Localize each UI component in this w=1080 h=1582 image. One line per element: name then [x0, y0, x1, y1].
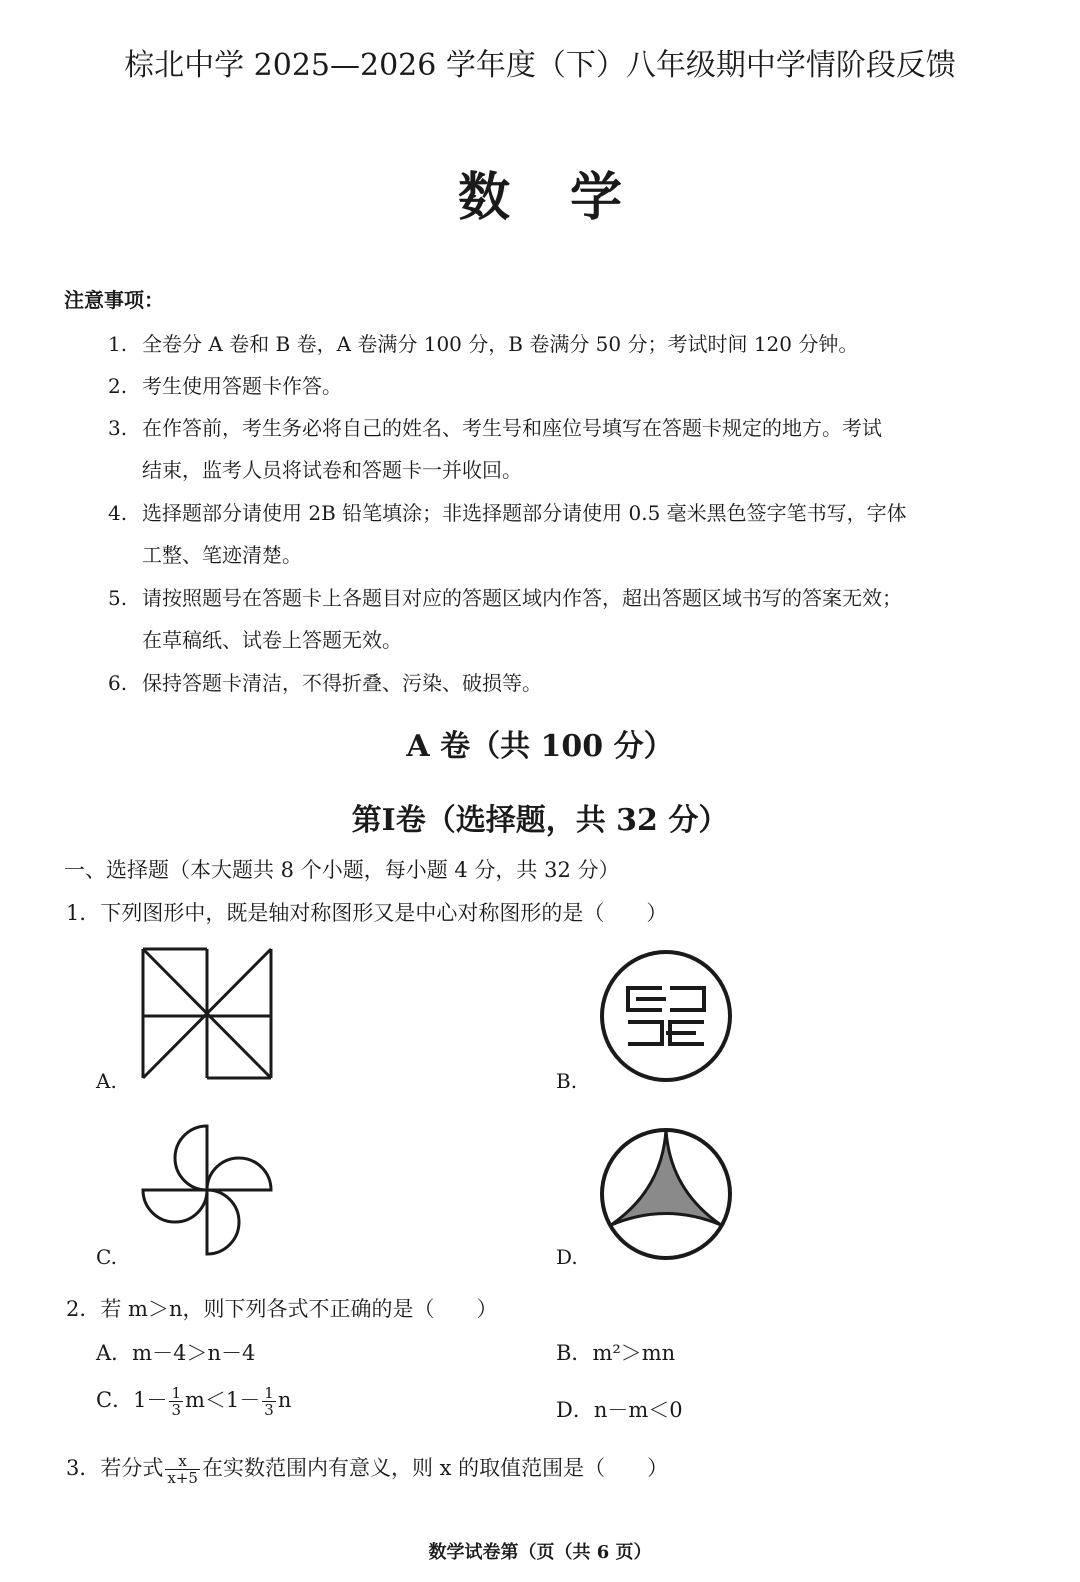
- q2-option-a: [96, 1337, 255, 1367]
- q3-stem-pre: 3．若分式: [66, 1456, 164, 1480]
- option-c-post: n: [277, 1388, 292, 1412]
- option-text: n－m＜0: [593, 1398, 683, 1422]
- notice-item-1: [108, 328, 858, 357]
- subject-title: 数学: [457, 167, 682, 228]
- option-text: m－4＞n－4: [132, 1341, 256, 1365]
- q1-label-c: C.: [96, 1245, 117, 1269]
- option-text: m²＞mn: [592, 1341, 676, 1365]
- notice-num: 5.: [108, 586, 128, 610]
- fraction-one-third: [169, 1385, 183, 1418]
- part1-heading: 第Ⅰ卷（选择题，共 32 分）: [351, 803, 729, 838]
- exam-title: 棕北中学 2025—2026 学年度（下）八年级期中学情阶段反馈: [124, 48, 956, 83]
- frac-denominator: x+5: [167, 1469, 198, 1487]
- q3-stem-post: 在实数范围内有意义，则 x 的取值范围是（ ）: [201, 1456, 669, 1480]
- frac-denominator: 3: [264, 1401, 274, 1419]
- q1-figure-b: [596, 946, 736, 1086]
- option-c-mid: m＜1－: [185, 1388, 261, 1412]
- option-c-pre: 1－: [133, 1388, 168, 1412]
- notice-text: 保持答题卡清洁，不得折叠、污染、破损等。: [142, 671, 542, 695]
- notice-item-3: [108, 412, 882, 441]
- page-footer: 数学试卷第（页（共 6 页）: [428, 1542, 652, 1563]
- frac-numerator: x: [165, 1453, 200, 1470]
- option-label: A．: [96, 1341, 133, 1365]
- notice-num: 1.: [108, 332, 128, 356]
- option-label: B．: [556, 1341, 593, 1365]
- notice-item-3-cont: 结束，监考人员将试卷和答题卡一并收回。: [142, 458, 522, 482]
- notice-text: 选择题部分请使用 2B 铅笔填涂；非选择题部分请使用 0.5 毫米黑色签字笔书写，字体: [142, 501, 907, 525]
- option-label: C．: [96, 1388, 134, 1412]
- option-label: D．: [556, 1398, 594, 1422]
- notice-item-5: [108, 582, 902, 611]
- notice-item-2: [108, 370, 342, 399]
- notice-num: 4.: [108, 501, 128, 525]
- notice-item-4: [108, 497, 907, 526]
- fraction-one-third: [262, 1385, 276, 1418]
- notice-text: 在作答前，考生务必将自己的姓名、考生号和座位号填写在答题卡规定的地方。考试: [142, 416, 882, 440]
- q1-label-a: A.: [96, 1069, 117, 1093]
- q2-option-b: [556, 1337, 675, 1367]
- mc-section-heading: 一、选择题（本大题共 8 个小题，每小题 4 分，共 32 分）: [64, 858, 620, 882]
- notice-heading: 注意事项：: [64, 288, 164, 312]
- q1-stem: 1．下列图形中，既是轴对称图形又是中心对称图形的是（ ）: [66, 901, 668, 925]
- notice-item-5-cont: 在草稿纸、试卷上答题无效。: [142, 628, 402, 652]
- q3-fraction: [165, 1453, 200, 1486]
- frac-numerator: 1: [264, 1384, 274, 1402]
- q1-label-d: D.: [556, 1245, 578, 1269]
- notice-item-4-cont: 工整、笔迹清楚。: [142, 543, 302, 567]
- notice-text: 全卷分 A 卷和 B 卷，A 卷满分 100 分，B 卷满分 50 分；考试时间 120 分钟。: [142, 332, 859, 356]
- q1-figure-a: [138, 944, 276, 1084]
- notice-num: 6.: [108, 671, 128, 695]
- q3-stem: [66, 1452, 668, 1486]
- notice-num: 2.: [108, 374, 128, 398]
- q2-option-c: [96, 1384, 291, 1418]
- q1-figure-c: [138, 1120, 276, 1260]
- notice-num: 3.: [108, 416, 128, 440]
- notice-text: 请按照题号在答题卡上各题目对应的答题区域内作答，超出答题区域书写的答案无效；: [142, 586, 902, 610]
- a-volume-heading: A 卷（共 100 分）: [406, 729, 674, 764]
- notice-text: 考生使用答题卡作答。: [142, 374, 342, 398]
- q1-figure-d: [596, 1120, 736, 1264]
- frac-denominator: 3: [171, 1401, 181, 1419]
- q1-label-b: B.: [556, 1069, 578, 1093]
- q2-option-d: [556, 1394, 683, 1424]
- frac-numerator: 1: [171, 1384, 181, 1402]
- q2-stem: 2．若 m＞n，则下列各式不正确的是（ ）: [66, 1297, 498, 1321]
- notice-item-6: [108, 667, 542, 696]
